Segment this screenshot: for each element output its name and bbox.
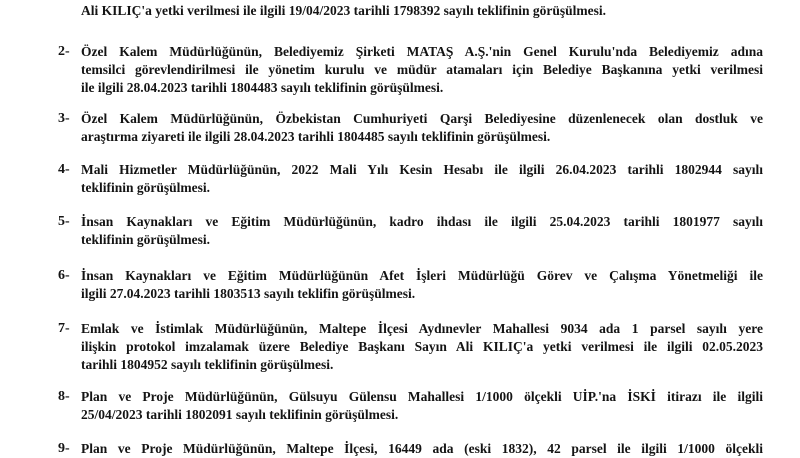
- text-line: tarihli 1804952 sayılı teklifinin görüşülmesi.: [81, 357, 334, 372]
- text-line: ilgili 27.04.2023 tarihli 1803513 sayılı teklifin görüşülmesi.: [81, 286, 416, 301]
- agenda-item-text: [81, 2, 763, 20]
- text-line: Özel Kalem Müdürlüğünün, Özbekistan Cumhuriyeti Qarşi Belediyesine düzenlenecek olan dostluk ve: [81, 111, 763, 126]
- agenda-item-text: [81, 440, 763, 458]
- item-number: 5-: [58, 214, 70, 229]
- text-line: Emlak ve İstimlak Müdürlüğünün, Maltepe İlçesi Aydınevler Mahallesi 9034 ada 1 parsel sayılı yere: [81, 321, 763, 336]
- text-line: teklifinin görüşülmesi.: [81, 232, 211, 247]
- agenda-item-text: [81, 267, 763, 303]
- agenda-item-text: [81, 110, 763, 146]
- item-number: 7-: [58, 321, 70, 336]
- item-number: 8-: [58, 389, 70, 404]
- agenda-item-text: [81, 320, 763, 374]
- text-line: ile ilgili 28.04.2023 tarihli 1804483 sayılı teklifinin görüşülmesi.: [81, 80, 444, 95]
- item-number: 9-: [58, 441, 70, 456]
- text-line: İnsan Kaynakları ve Eğitim Müdürlüğünün, kadro ihdası ile ilgili 25.04.2023 tarihli 1801977 sayılı: [81, 214, 763, 229]
- item-number: 2-: [58, 44, 70, 59]
- text-line: Özel Kalem Müdürlüğünün, Belediyemiz Şirketi MATAŞ A.Ş.'nin Genel Kurulu'nda Belediyemiz adına: [81, 44, 763, 59]
- item-number: 3-: [58, 111, 70, 126]
- agenda-item-text: [81, 161, 763, 197]
- text-line: Ali KILIÇ'a yetki verilmesi ile ilgili 19/04/2023 tarihli 1798392 sayılı teklifinin görüşülmesi.: [81, 3, 607, 18]
- text-line: Mali Hizmetler Müdürlüğünün, 2022 Mali Yılı Kesin Hesabı ile ilgili 26.04.2023 tarihli 1802944 sayılı: [81, 162, 763, 177]
- text-line: ilişkin protokol imzalamak üzere Belediye Başkanı Sayın Ali KILIÇ'a yetki verilmesi ile ilgili 02.05.2023: [81, 339, 763, 354]
- text-line: Plan ve Proje Müdürlüğünün, Maltepe İlçesi, 16449 ada (eski 1832), 42 parsel ile ilgili 1/1000 ölçekli: [81, 441, 763, 456]
- text-line: İnsan Kaynakları ve Eğitim Müdürlüğünün Afet İşleri Müdürlüğü Görev ve Çalışma Yönetmeliği ile: [81, 268, 763, 283]
- text-line: teklifinin görüşülmesi.: [81, 180, 211, 195]
- item-number: 4-: [58, 162, 70, 177]
- text-line: Plan ve Proje Müdürlüğünün, Gülsuyu Gülensu Mahallesi 1/1000 ölçekli UİP.'na İSKİ itirazı ile ilgili: [81, 389, 763, 404]
- agenda-item-text: [81, 213, 763, 249]
- text-line: 25/04/2023 tarihli 1802091 sayılı teklifinin görüşülmesi.: [81, 407, 399, 422]
- item-number: 6-: [58, 268, 70, 283]
- text-line: temsilci görevlendirilmesi ile yönetim kurulu ve müdür atamaları için Belediye Başkanına yetki verilmesi: [81, 62, 763, 77]
- agenda-item-text: [81, 43, 763, 97]
- text-line: araştırma ziyareti ile ilgili 28.04.2023 tarihli 1804485 sayılı teklifinin görüşülmesi.: [81, 129, 551, 144]
- agenda-item-text: [81, 388, 763, 424]
